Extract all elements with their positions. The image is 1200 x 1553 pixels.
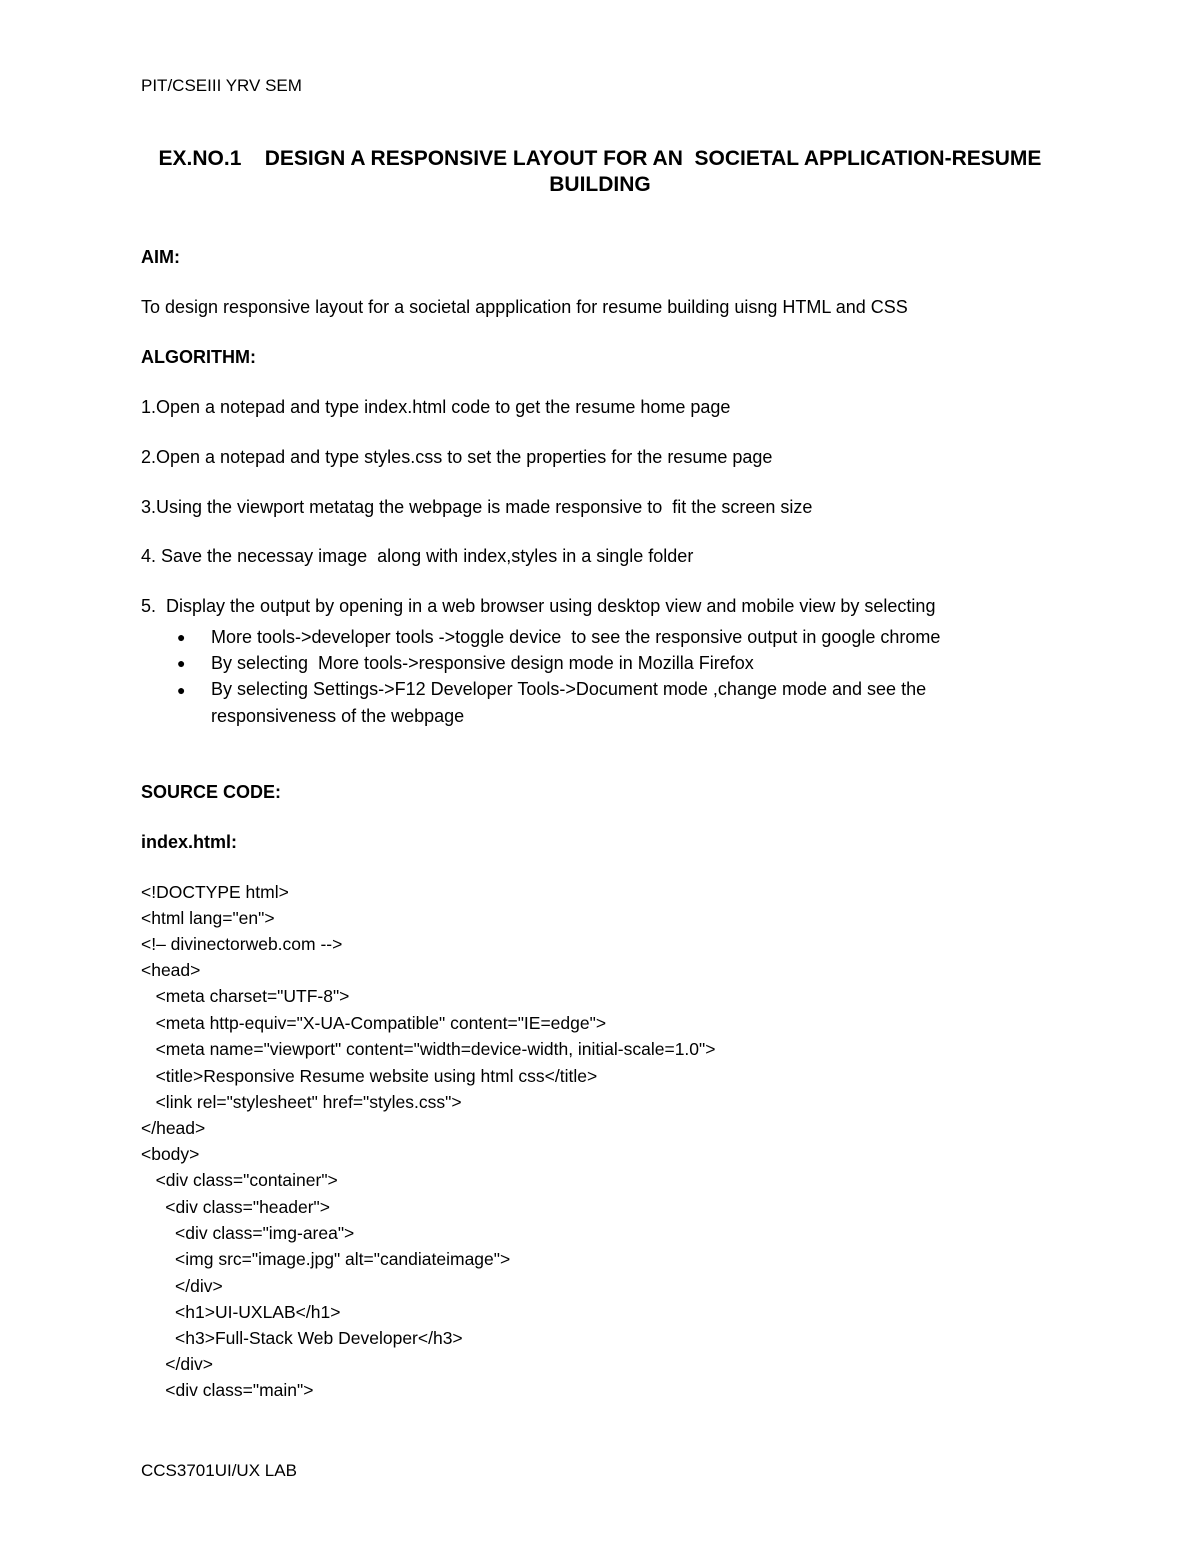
algorithm-step: 2.Open a notepad and type styles.css to set the properties for the resume page: [141, 447, 773, 467]
code-line: <div class="img-area">: [141, 1223, 355, 1243]
code-line: <h3>Full-Stack Web Developer</h3>: [141, 1328, 463, 1348]
code-line: <!– divinectorweb.com -->: [141, 934, 343, 954]
code-line: <title>Responsive Resume website using html css</title>: [141, 1066, 598, 1086]
file-name-heading: index.html:: [141, 832, 238, 852]
aim-text: To design responsive layout for a societal appplication for resume building uisng HTML and CSS: [141, 297, 908, 317]
bullet-item: By selecting Settings->F12 Developer Tools->Document mode ,change mode and see the: [211, 679, 927, 699]
code-line: <h1>UI-UXLAB</h1>: [141, 1302, 341, 1322]
algorithm-step: 1.Open a notepad and type index.html code to get the resume home page: [141, 397, 731, 417]
code-line: <body>: [141, 1144, 200, 1164]
code-line: <div class="container">: [141, 1170, 338, 1190]
algorithm-heading: ALGORITHM:: [141, 347, 256, 367]
code-line: <html lang="en">: [141, 908, 275, 928]
bullet-item: By selecting More tools->responsive design mode in Mozilla Firefox: [211, 653, 754, 673]
page-footer: CCS3701UI/UX LAB: [141, 1461, 297, 1480]
bullet-icon: ●: [177, 629, 186, 645]
code-line: <meta charset="UTF-8">: [141, 986, 350, 1006]
code-line: </head>: [141, 1118, 206, 1138]
title-line-1: EX.NO.1 DESIGN A RESPONSIVE LAYOUT FOR AN SOCIETAL APPLICATION-RESUME: [158, 147, 1042, 170]
algorithm-step: 5. Display the output by opening in a web browser using desktop view and mobile view by selecting: [141, 596, 936, 616]
code-line: <img src="image.jpg" alt="candiateimage">: [141, 1249, 511, 1269]
algorithm-step: 4. Save the necessay image along with index,styles in a single folder: [141, 546, 694, 566]
code-line: <link rel="stylesheet" href="styles.css">: [141, 1092, 462, 1112]
code-line: </div>: [141, 1276, 223, 1296]
bullet-item-continuation: responsiveness of the webpage: [211, 706, 465, 726]
bullet-icon: ●: [177, 655, 186, 671]
code-line: <head>: [141, 960, 201, 980]
page-title: [120, 146, 1080, 198]
code-line: <div class="header">: [141, 1197, 330, 1217]
bullet-icon: ●: [177, 682, 186, 698]
code-line: <meta http-equiv="X-UA-Compatible" content="IE=edge">: [141, 1013, 607, 1033]
code-line: <meta name="viewport" content="width=device-width, initial-scale=1.0">: [141, 1039, 716, 1059]
aim-heading: AIM:: [141, 247, 180, 267]
source-code-heading: SOURCE CODE:: [141, 782, 282, 802]
code-line: </div>: [141, 1354, 213, 1374]
code-line: <div class="main">: [141, 1380, 314, 1400]
title-line-2: BUILDING: [549, 173, 651, 196]
page-header: PIT/CSEIII YRV SEM: [141, 76, 302, 95]
bullet-item: More tools->developer tools ->toggle device to see the responsive output in google chrome: [211, 627, 941, 647]
code-line: <!DOCTYPE html>: [141, 882, 289, 902]
algorithm-step: 3.Using the viewport metatag the webpage is made responsive to fit the screen size: [141, 497, 813, 517]
